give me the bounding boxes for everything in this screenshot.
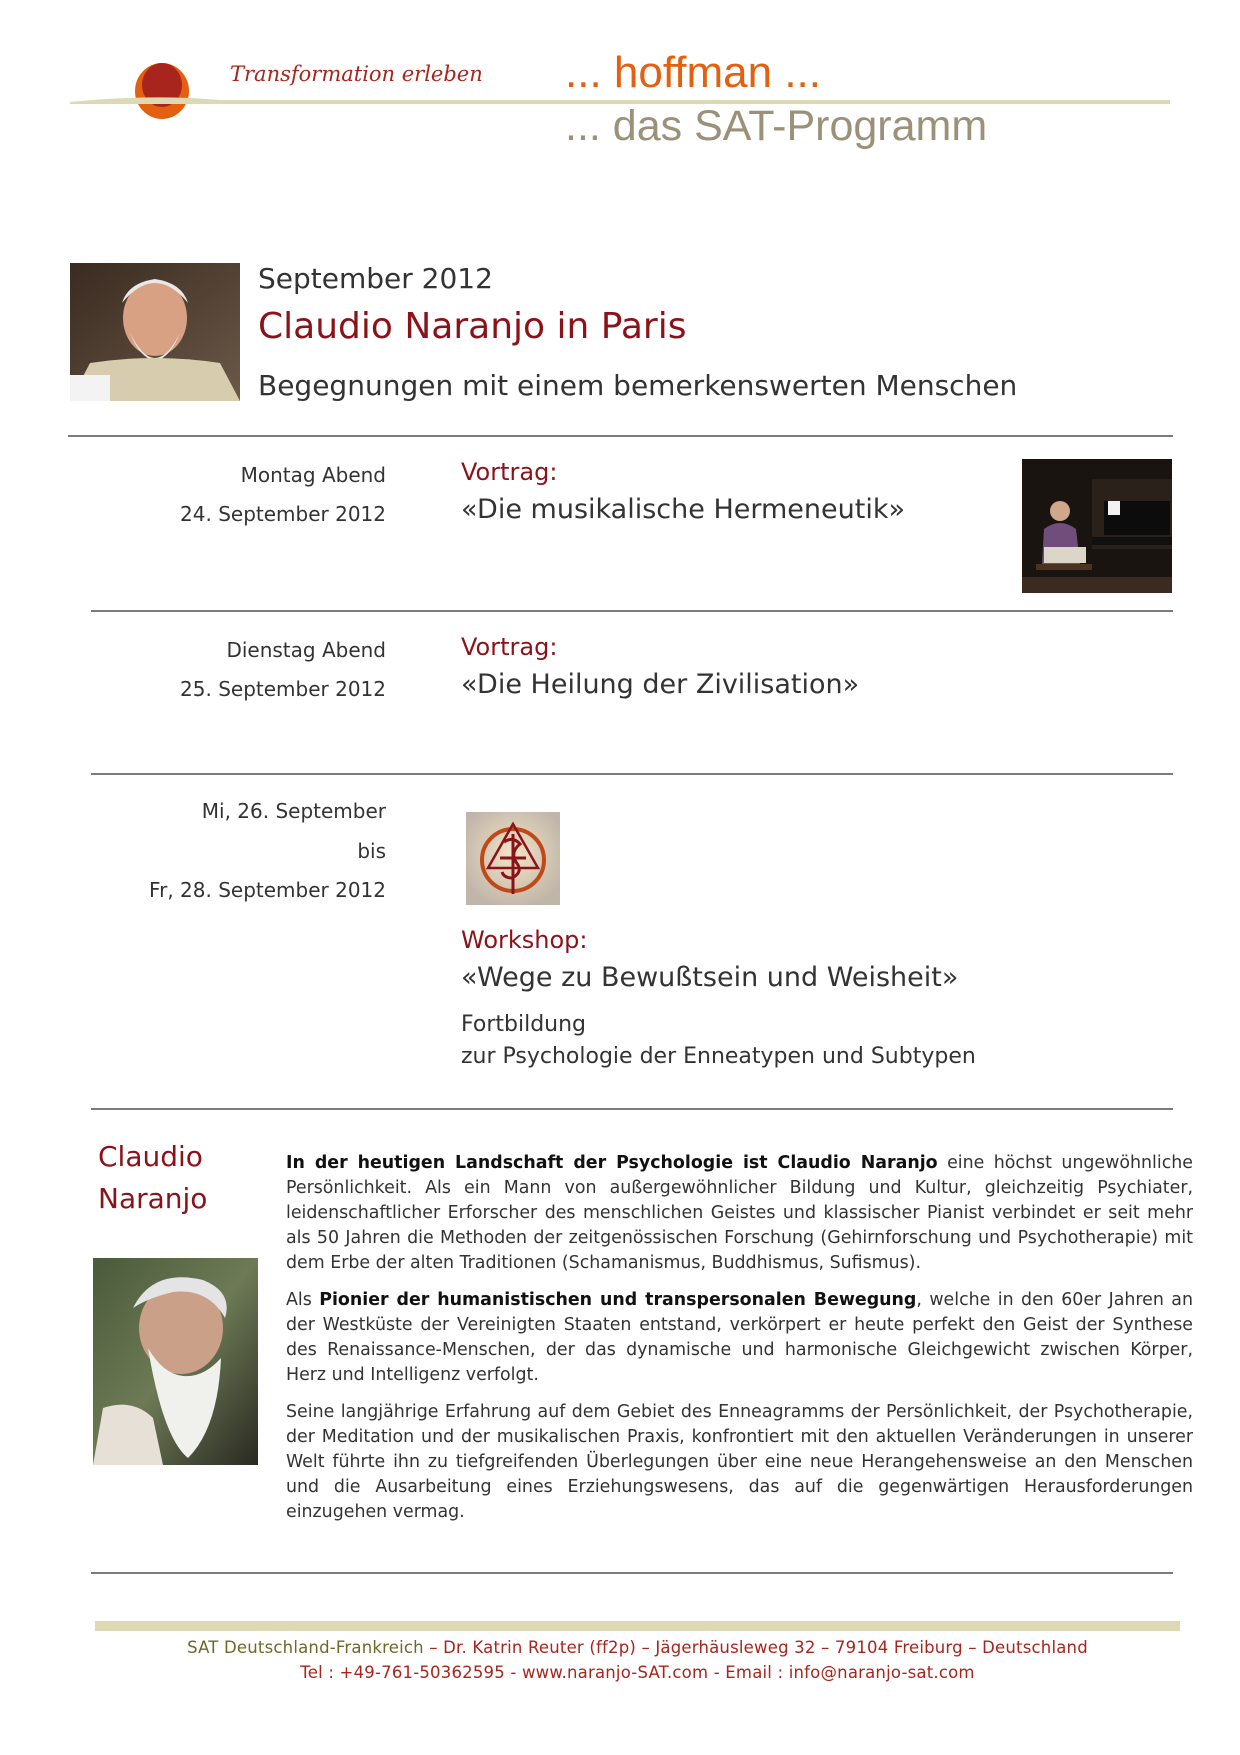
logo-mark [120,55,205,125]
bio-paragraph: Seine langjährige Erfahrung auf dem Gebiet des Enneagramms der Persönlichkeit, der Psychotherapie, der Meditation und der musikalischen Praxis, konfrontiert mit den aktuellen Veränderungen in unserer Welt führte ihn zu tiefgreifenden Überlegungen über eine neue Herangehensweise an den Menschen und die Ausarbeitung eines Erziehungswesens, das auf die gegenwärtigen Herausforderungen einzugehen vermag. [286,1402,1193,1522]
page-title: Claudio Naranjo in Paris [258,306,687,347]
bio-name-last: Naranjo [98,1182,208,1215]
footer-bar [95,1621,1180,1631]
event-month: September 2012 [258,262,493,295]
event-title: «Wege zu Bewußtsein und Weisheit» [461,962,959,993]
bio-name [98,1136,207,1220]
divider [91,1108,1173,1110]
bio-paragraph [286,1151,1193,1276]
event-note: zur Psychologie der Enneatypen und Subtypen [461,1044,976,1069]
event-start-date: Mi, 26. September [201,799,386,823]
bio-highlight: Pionier der humanistischen und transpersonalen Bewegung [319,1290,917,1310]
event-title: «Die musikalische Hermeneutik» [461,494,905,525]
event-end-date: Fr, 28. September 2012 [149,878,386,902]
brand-line-hoffman: ... hoffman ... [565,48,821,97]
bio-text-run: , welche in den 60er Jahren an der Westküste der Vereinigten Staaten entstand, verkörpert er heute perfekt den Geist der Synthese des Renaissance-Menschen, der das dynamische und harmonische Gleichgewicht zwischen Körper, Herz und Intelligenz verfolgt. [286,1290,1193,1385]
footer-contact: Tel : +49-761-50362595 - www.naranjo-SAT.com - Email : info@naranjo-sat.com [300,1663,975,1682]
bio-text-run: Als [286,1290,320,1310]
bio-name-first: Claudio [98,1140,203,1173]
divider [68,435,1173,437]
divider [91,1572,1173,1574]
page-subtitle: Begegnungen mit einem bemerkenswerten Menschen [258,369,1018,402]
bio-text-run: eine höchst ungewöhnliche Persönlichkeit. Als ein Mann von außergewöhnlicher Bildung und Kultur, gleichzeitig Psychiater, leidenschaftlicher Erforscher des menschlichen Geistes und klassischer Pianist verbindet er seit mehr als 50 Jahren die Methoden der zeitgenössischen Forschung (Gehirnforschung und Psychotherapie) mit dem Erbe der alten Traditionen (Schamanismus, Buddhismus, Sufismus). [286,1153,1193,1273]
portrait-photo-naranjo-profile [93,1258,258,1465]
portrait-photo-naranjo [70,263,240,401]
event-type-label: Workshop: [461,926,588,954]
footer-address-text: – Dr. Katrin Reuter (ff2p) – Jägerhäusleweg 32 – 79104 Freiburg – Deutschland [423,1638,1088,1657]
event-day: Dienstag Abend [226,638,386,662]
footer-org: SAT Deutschland-Frankreich [187,1638,424,1657]
event-day: Montag Abend [240,463,386,487]
event-title: «Die Heilung der Zivilisation» [461,669,860,700]
event-type-label: Vortrag: [461,633,558,661]
tagline: Transformation erleben [230,62,483,86]
bio-text [286,1151,1193,1537]
sat-enneagram-logo-icon [466,812,560,905]
divider [91,610,1173,612]
concert-piano-photo [1022,459,1172,593]
bio-paragraph [286,1288,1193,1388]
footer-address [95,1638,1180,1657]
divider [91,773,1173,775]
brand-line-sat-program: ... das SAT-Programm [565,102,988,150]
event-date: 25. September 2012 [180,677,386,701]
event-type-label: Vortrag: [461,458,558,486]
event-date-separator: bis [357,839,386,863]
event-note: Fortbildung [461,1012,587,1037]
event-date: 24. September 2012 [180,502,386,526]
bio-highlight: In der heutigen Landschaft der Psychologie ist Claudio Naranjo [286,1153,938,1173]
